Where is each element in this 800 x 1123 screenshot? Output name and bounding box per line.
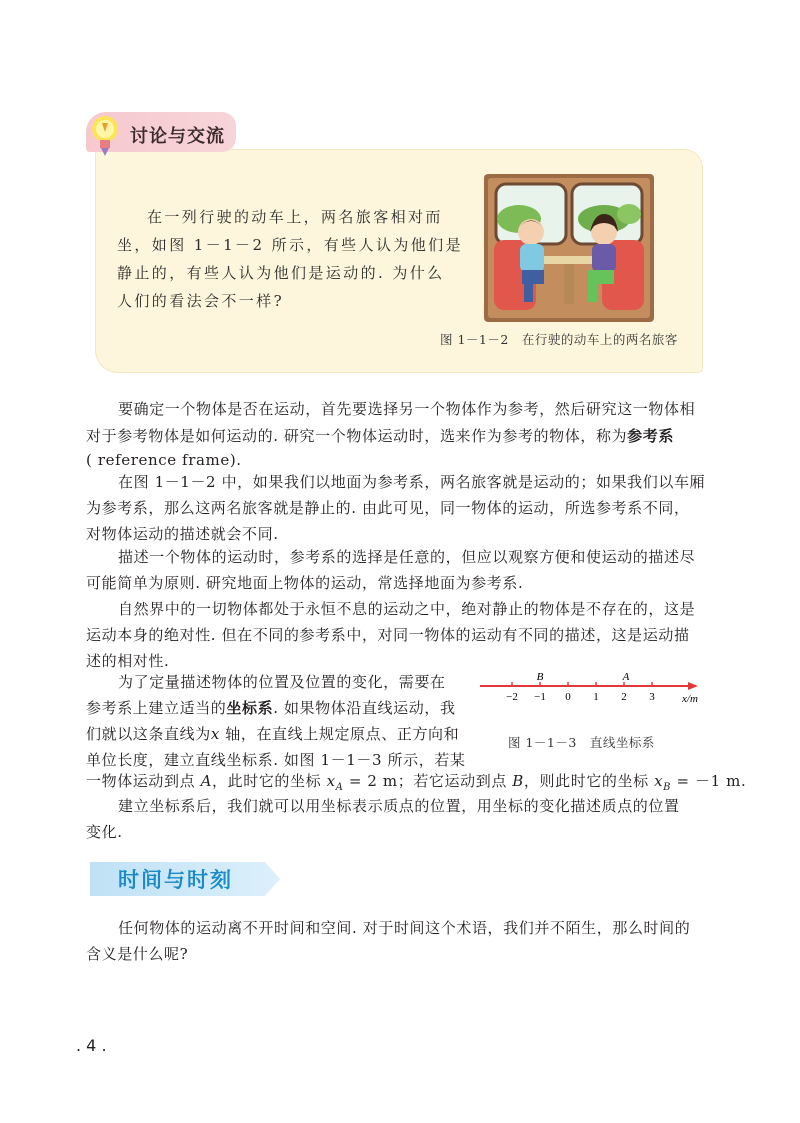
term-coordinate-system: 坐标系 xyxy=(226,699,274,717)
term-reference-frame: 参考系 xyxy=(627,427,674,445)
lightbulb-icon xyxy=(88,112,122,156)
paragraph-4-line-3: 述的相对性. xyxy=(86,652,170,670)
discussion-line-4: 人们的看法会不一样? xyxy=(117,292,285,310)
paragraph-6-line-1: 建立坐标系后，我们就可以用坐标表示质点的位置，用坐标的变化描述质点的位置 xyxy=(118,797,680,815)
section-title: 时间与时刻 xyxy=(118,868,233,892)
axis-tick-label: 1 xyxy=(593,691,599,703)
axis-label: x/m xyxy=(682,693,698,705)
paragraph-1-line-1: 要确定一个物体是否在运动，首先要选择另一个物体作为参考，然后研究这一物体相 xyxy=(118,400,696,418)
paragraph-4-line-2: 运动本身的绝对性. 但在不同的参考系中，对同一物体的运动有不同的描述，这是运动描 xyxy=(86,626,690,644)
point-A-label: A xyxy=(622,671,630,683)
axis-tick-label: 0 xyxy=(565,691,571,703)
paragraph-1-line-3: ( reference frame). xyxy=(86,451,242,469)
discussion-title: 讨论与交流 xyxy=(130,126,225,147)
paragraph-7-line-2: 含义是什么呢? xyxy=(86,945,189,963)
discussion-line-3: 静止的，有些人认为他们是运动的. 为什么 xyxy=(117,264,445,282)
paragraph-3-line-1: 描述一个物体的运动时，参考系的选择是任意的，但应以观察方便和使运动的描述尽 xyxy=(118,548,696,566)
axis-tick-label: −2 xyxy=(506,691,518,703)
paragraph-1-line-2: 对于参考物体是如何运动的. 研究一个物体运动时，选来作为参考的物体，称为参考系 xyxy=(86,427,674,445)
paragraph-2-line-2: 为参考系，那么这两名旅客就是静止的. 由此可见，同一物体的运动，所选参考系不同， xyxy=(86,499,690,517)
discussion-line-2: 坐，如图 1－1－2 所示，有些人认为他们是 xyxy=(117,236,463,254)
number-line-figure xyxy=(478,670,708,710)
discussion-line-1: 在一列行驶的动车上，两名旅客相对而 xyxy=(147,208,443,226)
paragraph-5-line-5: 一物体运动到点 A，此时它的坐标 $x_A = 2$ m；若它运动到点 B，则此时它的坐标 $x_B = -1$ m. xyxy=(86,772,747,793)
paragraph-3-line-2: 可能简单为原则. 研究地面上物体的运动，常选择地面为参考系. xyxy=(86,574,524,592)
page-number: . 4 . xyxy=(76,1036,107,1055)
axis-tick-label: 3 xyxy=(649,691,655,703)
paragraph-5-line-4: 单位长度，建立直线坐标系. 如图 1－1－3 所示，若某 xyxy=(86,751,466,769)
paragraph-7-line-1: 任何物体的运动离不开时间和空间. 对于时间这个术语，我们并不陌生，那么时间的 xyxy=(118,919,691,937)
paragraph-6-line-2: 变化. xyxy=(86,823,123,841)
paragraph-2-line-3: 对物体运动的描述就会不同. xyxy=(86,525,279,543)
figure-caption-1-1-2: 图 1－1－2 在行驶的动车上的两名旅客 xyxy=(440,332,678,347)
paragraph-5-line-3: 们就以这条直线为x 轴，在直线上规定原点、正方向和 xyxy=(86,725,460,743)
figure-caption-1-1-3: 图 1－1－3 直线坐标系 xyxy=(508,735,655,750)
paragraph-5-line-1: 为了定量描述物体的位置及位置的变化，需要在 xyxy=(118,673,446,691)
paragraph-4-line-1: 自然界中的一切物体都处于永恒不息的运动之中，绝对静止的物体是不存在的，这是 xyxy=(118,600,696,618)
paragraph-5-line-2: 参考系上建立适当的坐标系. 如果物体沿直线运动，我 xyxy=(86,699,456,717)
point-B-label: B xyxy=(536,671,544,683)
train-passengers-illustration xyxy=(484,174,654,322)
axis-tick-label: 2 xyxy=(621,691,627,703)
axis-tick-label: −1 xyxy=(534,691,546,703)
paragraph-2-line-1: 在图 1－1－2 中，如果我们以地面为参考系，两名旅客就是运动的；如果我们以车厢 xyxy=(118,473,706,491)
axis-arrow-icon xyxy=(688,682,698,690)
